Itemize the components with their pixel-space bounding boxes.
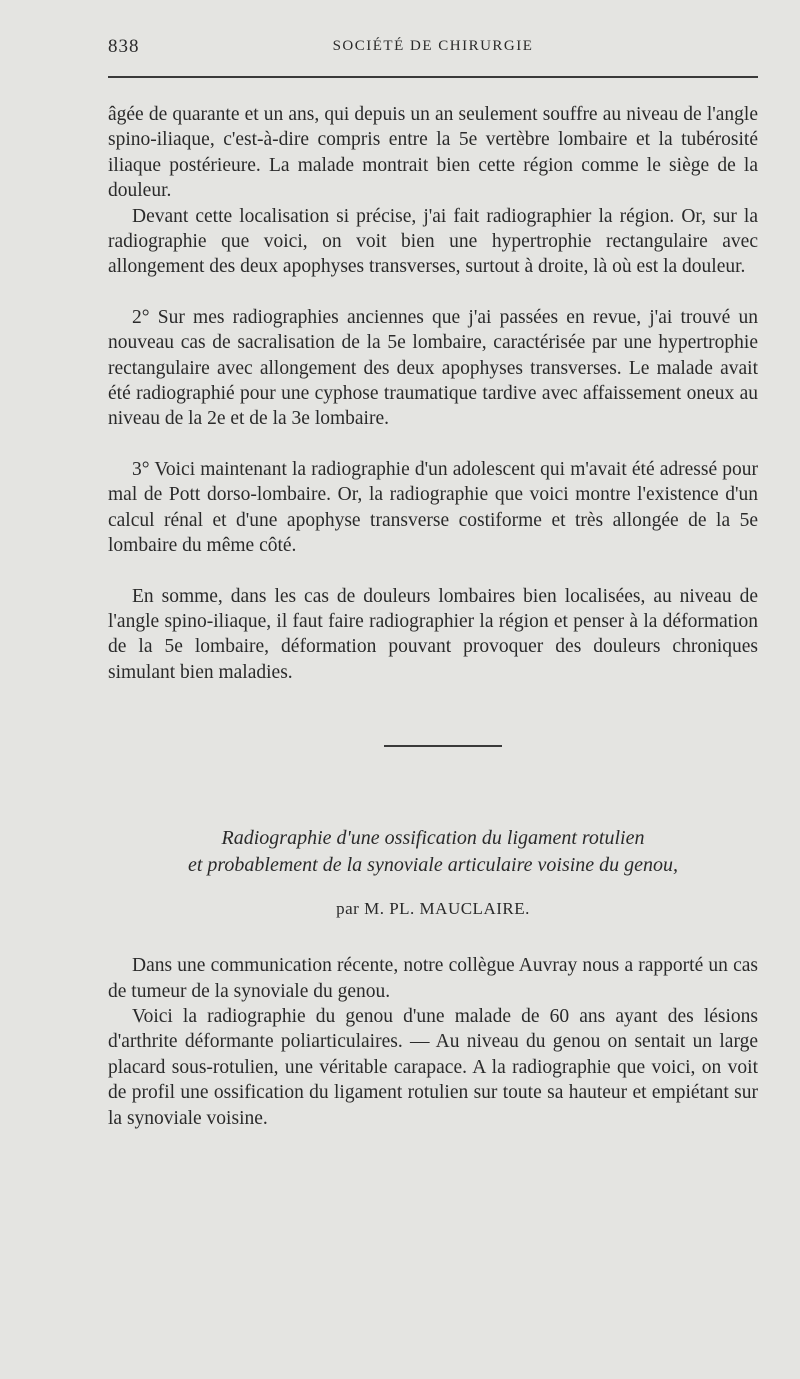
article-title-line: et probablement de la synoviale articulaire voisine du genou, [187,854,679,877]
header-rule [108,76,758,78]
paragraph: En somme, dans les cas de douleurs lombaires bien localisées, au niveau de l'angle spino-iliaque, il faut faire radiographier la région et penser à la déformation de la 5e lombaire, déformation pouvant provoquer des douleurs chroniques simulant bien maladies. [108,585,758,683]
running-head [108,0,758,64]
article-title [108,825,758,879]
article-byline: par M. PL. MAUCLAIRE. [336,899,530,919]
article-text [108,953,758,1131]
paragraph: Voici la radiographie du genou d'une malade de 60 ans ayant des lésions d'arthrite déformante poliarticulaires. — Au niveau du genou on sentait un large placard sous-rotulien, une véritable carapace. A la radiographie que voici, on voit de profil une ossification du ligament rotulien sur toute sa hauteur et empiétant sur la synoviale voisine. [108,1005,758,1129]
journal-title: SOCIÉTÉ DE CHIRURGIE [332,38,534,54]
paragraph: Dans une communication récente, notre collègue Auvray nous a rapporté un cas de tumeur de la synoviale du genou. [108,955,758,1002]
paragraph: Devant cette localisation si précise, j'ai fait radiographier la région. Or, sur la radiographie que voici, on voit bien une hypertrophie rectangulaire avec allongement des deux apophyses transverses, surtout à droite, là où est la douleur. [108,205,758,278]
article-title-line: Radiographie d'une ossification du ligament rotulien [221,827,645,850]
paragraph: âgée de quarante et un ans, qui depuis un an seulement souffre au niveau de l'angle spino-iliaque, c'est-à-dire compris entre la 5e vertèbre lombaire et la tubérosité iliaque postérieure. La malade montrait bien cette région comme le siège de la douleur. [108,104,758,202]
paragraph: 3° Voici maintenant la radiographie d'un adolescent qui m'avait été adressé pour mal de Pott dorso-lombaire. Or, la radiographie que voici montre l'existence d'un calcul rénal et d'une apophyse transverse costiforme et très allongée de la 5e lombaire du même côté. [108,458,758,557]
section-divider [384,745,502,747]
paragraph: 2° Sur mes radiographies anciennes que j'ai passées en revue, j'ai trouvé un nouveau cas de sacralisation de la 5e lombaire, caractérisée par une hypertrophie rectangulaire avec allongement des deux apophyses transverses. Le malade avait été radiographié pour une cyphose traumatique tardive avec affaissement oneux au niveau de la 2e et de la 3e lombaire. [108,306,758,430]
page-number: 838 [108,36,140,57]
previous-article-text [108,102,758,685]
